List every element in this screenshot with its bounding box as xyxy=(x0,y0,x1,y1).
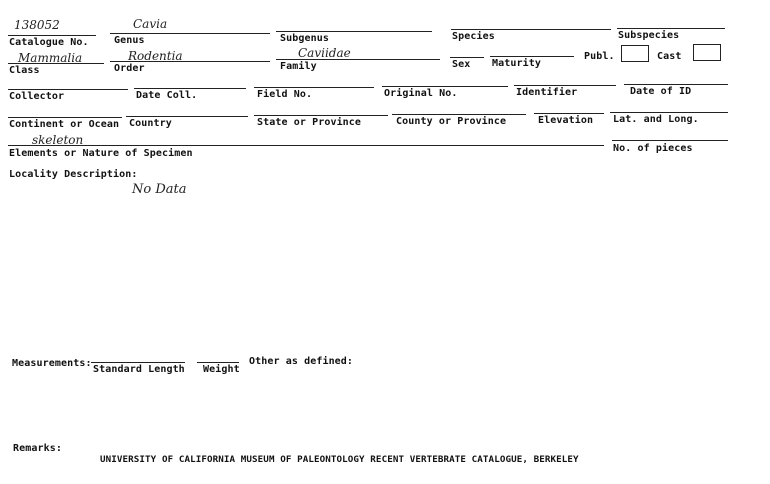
order-label: Order xyxy=(114,63,145,74)
species-line xyxy=(451,29,611,30)
maturity-label: Maturity xyxy=(492,58,541,69)
locality-value: No Data xyxy=(132,182,187,197)
lat-long-label: Lat. and Long. xyxy=(613,114,699,125)
genus-line xyxy=(110,33,270,34)
class-value: Mammalia xyxy=(18,51,83,65)
subgenus-label: Subgenus xyxy=(280,33,329,44)
identifier-label: Identifier xyxy=(516,87,578,98)
catalogue-no-value: 138052 xyxy=(14,18,60,32)
elevation-label: Elevation xyxy=(538,115,594,126)
field-no-line xyxy=(254,87,374,88)
other-defined-label: Other as defined: xyxy=(249,356,354,367)
date-coll-line xyxy=(134,88,246,89)
weight-label: Weight xyxy=(203,364,240,375)
continent-label: Continent or Ocean xyxy=(9,119,120,130)
genus-label: Genus xyxy=(114,35,145,46)
pieces-label: No. of pieces xyxy=(613,143,693,154)
identifier-line xyxy=(514,85,616,86)
family-line xyxy=(276,59,440,60)
measurements-label: Measurements: xyxy=(12,358,92,369)
elements-value: skeleton xyxy=(32,133,84,147)
original-no-line xyxy=(382,86,508,87)
date-coll-label: Date Coll. xyxy=(136,90,198,101)
subgenus-line xyxy=(276,31,432,32)
remarks-label: Remarks: xyxy=(13,443,62,454)
lat-long-line xyxy=(610,112,728,113)
species-label: Species xyxy=(452,31,495,42)
cast-checkbox[interactable] xyxy=(693,44,721,61)
standard-length-label: Standard Length xyxy=(93,364,185,375)
family-label: Family xyxy=(280,61,317,72)
weight-line xyxy=(197,362,239,363)
class-label: Class xyxy=(9,65,40,76)
pieces-line xyxy=(612,140,728,141)
catalogue-no-label: Catalogue No. xyxy=(9,37,89,48)
catalogue-no-line xyxy=(8,35,96,36)
field-no-label: Field No. xyxy=(257,89,313,100)
cast-label: Cast xyxy=(657,51,682,62)
order-value: Rodentia xyxy=(128,49,183,63)
publ-checkbox[interactable] xyxy=(621,45,649,62)
subspecies-line xyxy=(617,28,725,29)
standard-length-line xyxy=(91,362,185,363)
elevation-line xyxy=(534,113,604,114)
maturity-line xyxy=(490,56,574,57)
date-of-id-label: Date of ID xyxy=(630,86,692,97)
collector-label: Collector xyxy=(9,91,65,102)
elements-label: Elements or Nature of Specimen xyxy=(9,148,193,159)
country-line xyxy=(126,116,248,117)
sex-line xyxy=(450,57,484,58)
footer-title: UNIVERSITY OF CALIFORNIA MUSEUM OF PALEONTOLOGY RECENT VERTEBRATE CATALOGUE, BERKELEY xyxy=(100,454,579,465)
subspecies-label: Subspecies xyxy=(618,30,680,41)
original-no-label: Original No. xyxy=(384,88,458,99)
county-line xyxy=(392,114,526,115)
elements-line xyxy=(8,145,604,146)
class-line xyxy=(8,63,104,64)
order-line xyxy=(110,61,270,62)
country-label: Country xyxy=(129,118,172,129)
collector-line xyxy=(8,89,128,90)
state-line xyxy=(254,115,388,116)
family-value: Caviidae xyxy=(298,46,351,60)
genus-value: Cavia xyxy=(133,17,168,31)
locality-label: Locality Description: xyxy=(9,169,138,180)
sex-label: Sex xyxy=(452,59,471,70)
county-label: County or Province xyxy=(396,116,507,127)
state-label: State or Province xyxy=(257,117,362,128)
continent-line xyxy=(8,117,122,118)
date-of-id-line xyxy=(624,84,728,85)
publ-label: Publ. xyxy=(584,51,615,62)
